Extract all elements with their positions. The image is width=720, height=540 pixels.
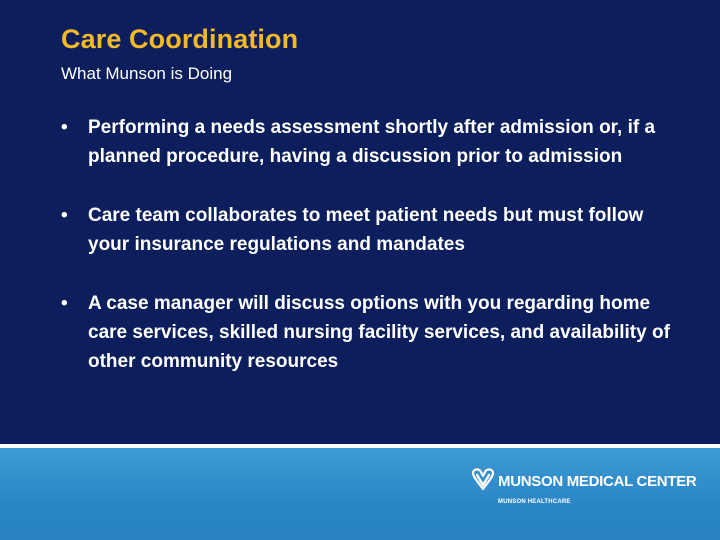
slide-subtitle: What Munson is Doing [61, 64, 233, 83]
bullet-item [61, 201, 671, 259]
bullet-list [61, 113, 671, 406]
slide-title: Care Coordination [61, 24, 299, 54]
bullet-marker: • [61, 293, 68, 314]
footer-band [0, 448, 720, 540]
logo-subtext: MUNSON HEALTHCARE [498, 499, 571, 505]
bullet-marker: • [61, 117, 68, 138]
bullet-item [61, 113, 671, 171]
bullet-text: A case manager will discuss options with you regarding home care services, skilled nursing facility services, and availability of other community resources [88, 293, 670, 372]
bullet-text: Care team collaborates to meet patient needs but must follow your insurance regulations and mandates [88, 205, 644, 255]
logo-name: MUNSON MEDICAL CENTER [498, 473, 697, 490]
bullet-text: Performing a needs assessment shortly after admission or, if a planned procedure, having a discussion prior to admission [88, 117, 656, 167]
bullet-marker: • [61, 205, 68, 226]
bullet-item [61, 289, 671, 376]
munson-heart-logo-icon [470, 467, 496, 493]
